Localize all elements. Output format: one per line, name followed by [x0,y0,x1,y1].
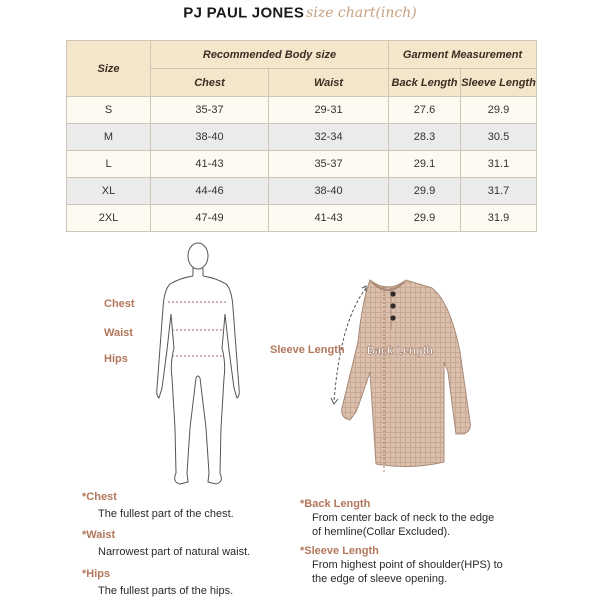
definition-text: The fullest part of the chest. [98,508,234,520]
definition-title: Sleeve Length [304,545,379,557]
definition-title: Chest [86,491,117,503]
star-marker: * [82,491,87,503]
chest-cell: 44-46 [151,178,269,205]
definition-text: From center back of neck to the edge [312,512,495,524]
body-label-waist: Waist [104,327,133,339]
waist-cell: 38-40 [269,178,389,205]
body-size-group-header: Recommended Body size [151,41,389,69]
size-table [66,40,537,232]
chart-header [0,4,600,30]
sleeve-length-cell: 29.9 [461,97,537,124]
back-length-cell: 28.3 [389,124,461,151]
back-length-cell: 27.6 [389,97,461,124]
table-row [67,205,537,232]
body-label-chest: Chest [104,298,135,310]
waist-column-header: Waist [269,69,389,97]
table-row [67,124,537,151]
body-label-hips: Hips [104,353,128,365]
waist-cell: 41-43 [269,205,389,232]
henley-shirt-illustration [300,262,500,492]
star-marker: * [300,498,305,510]
definition-title: Hips [86,568,111,580]
sleeve-length-cell: 31.1 [461,151,537,178]
definition-hips [82,568,233,598]
definition-text: the edge of sleeve opening. [312,573,448,585]
shirt-label-back-length: Back Length [366,345,434,357]
back-length-cell: 29.9 [389,178,461,205]
waist-cell: 29-31 [269,97,389,124]
sleeve-length-column-header: Sleeve Length [461,69,537,97]
chest-cell: 35-37 [151,97,269,124]
definition-sleeve-length [300,545,503,586]
brand-name: PJ PAUL JONES [183,4,305,22]
definition-title: Back Length [304,498,371,510]
definition-chest [82,491,234,521]
table-row [67,97,537,124]
size-cell: 2XL [67,205,151,232]
back-length-column-header: Back Length [389,69,461,97]
back-length-cell: 29.9 [389,205,461,232]
body-silhouette-illustration [150,238,246,488]
star-marker: * [82,568,87,580]
star-marker: * [82,529,87,541]
size-cell: L [67,151,151,178]
table-row [67,178,537,205]
size-cell: XL [67,178,151,205]
size-cell: M [67,124,151,151]
chest-cell: 47-49 [151,205,269,232]
definition-text: of hemline(Collar Excluded). [312,526,451,538]
waist-cell: 35-37 [269,151,389,178]
chart-subtitle: size chart(inch) [306,4,417,21]
garment-group-header: Garment Measurement [389,41,537,69]
back-length-cell: 29.1 [389,151,461,178]
sleeve-length-cell: 30.5 [461,124,537,151]
definition-waist [82,529,250,559]
table-row [67,151,537,178]
size-column-header: Size [67,41,151,97]
size-cell: S [67,97,151,124]
definition-text: From highest point of shoulder(HPS) to [312,559,503,571]
chest-column-header: Chest [151,69,269,97]
chest-cell: 38-40 [151,124,269,151]
definition-back-length [300,498,494,539]
waist-cell: 32-34 [269,124,389,151]
sleeve-length-cell: 31.9 [461,205,537,232]
chest-cell: 41-43 [151,151,269,178]
definition-text: Narrowest part of natural waist. [98,546,251,558]
definition-title: Waist [86,529,116,541]
sleeve-length-cell: 31.7 [461,178,537,205]
definition-text: The fullest parts of the hips. [98,585,234,597]
star-marker: * [300,545,305,557]
shirt-label-sleeve-length: Sleeve Length [270,344,345,356]
